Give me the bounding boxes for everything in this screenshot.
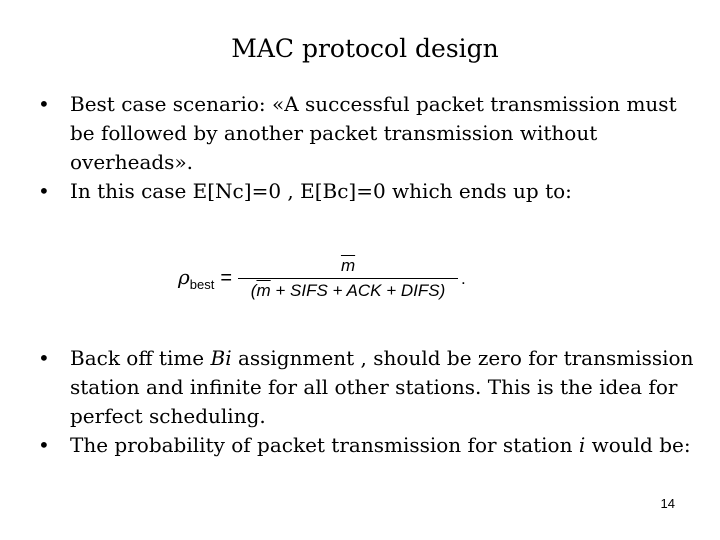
bullet-marker: • — [38, 179, 50, 203]
bullet4-post: would be: — [585, 433, 691, 457]
bullet-list-bottom — [38, 344, 698, 460]
bullet-text: In this case E[Nc]=0 , E[Bc]=0 which ends up to: — [70, 179, 572, 203]
denominator-m: $\overline{m}$ — [256, 281, 271, 300]
bullet3-italic: Bi — [210, 346, 232, 370]
bullet-text: Best case scenario: «A successful packet transmission must be followed by another packet transmission without overheads». — [70, 92, 677, 174]
bullet-item — [38, 344, 698, 431]
rho-best-formula — [178, 256, 466, 301]
formula-lhs — [178, 265, 214, 292]
bullet-marker: • — [38, 92, 50, 116]
bullet3-post: assignment , should be zero for transmission station and infinite for all other stations. This is the idea for perfect scheduling. — [70, 346, 694, 428]
rho-subscript: best — [189, 277, 215, 292]
bullet4-italic: i — [578, 433, 586, 457]
denominator-rest: + SIFS + ACK + DIFS) — [270, 281, 446, 300]
bullet-item — [38, 177, 698, 206]
bullet-text — [70, 433, 691, 457]
bullet-item — [38, 431, 698, 460]
bullet-text — [70, 346, 693, 428]
bullet3-pre: Back off time — [70, 346, 211, 370]
bullet-item — [38, 90, 698, 177]
formula-denominator — [251, 279, 445, 301]
slide-title: MAC protocol design — [231, 34, 499, 63]
formula-equals: = — [220, 267, 233, 289]
formula-fraction — [238, 256, 458, 301]
bullet-marker: • — [38, 433, 50, 457]
formula-numerator: $\overline{m}$ — [340, 256, 356, 275]
bullet-marker: • — [38, 346, 50, 370]
page-number: 14 — [660, 496, 675, 511]
formula-period: . — [461, 268, 466, 288]
rho-symbol: ρ — [178, 265, 190, 289]
bullet4-pre: The probability of packet transmission for station — [70, 433, 579, 457]
denominator-open: ( — [250, 281, 257, 300]
bullet-list-top — [38, 90, 698, 206]
